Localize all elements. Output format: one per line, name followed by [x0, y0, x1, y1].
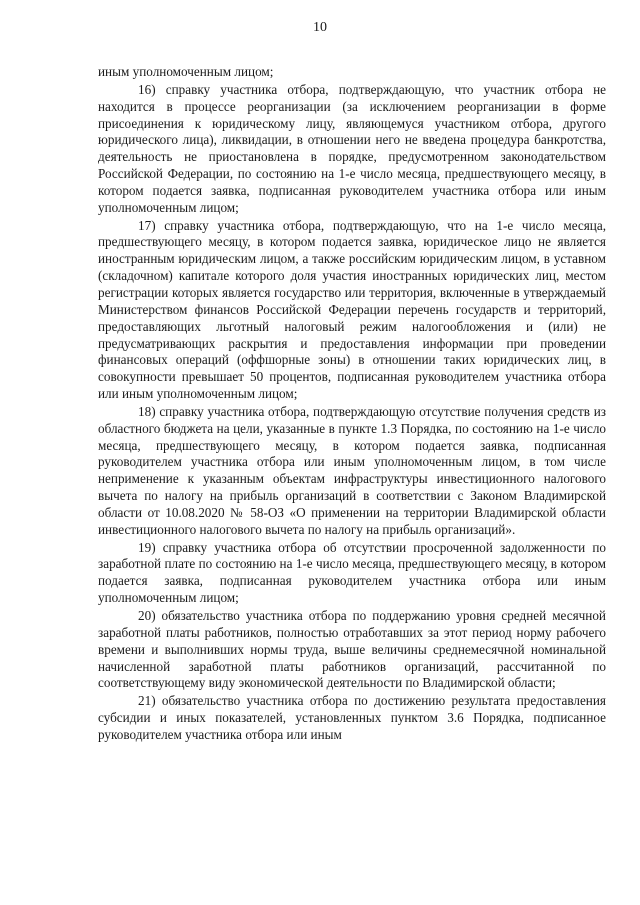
paragraph-item-16: 16) справку участника отбора, подтверждающую, что участник отбора не находится в процессе реорганизации (за исключением реорганизации в форме присоединения к юридическому лицу, являющемуся участником отбора, другого юридического лица), ликвидации, в отношении него не введена процедура банкротства, деятельность не приостановлена в порядке, предусмотренном законодательством Российской Федерации, по состоянию на 1-е число месяца, предшествующего месяцу, в котором подается заявка, подписанная руководителем участника отбора или иным уполномоченным лицом;: [98, 81, 606, 215]
paragraph-item-20: 20) обязательство участника отбора по поддержанию уровня средней месячной заработной платы работников, полностью отработавших за этот период норму рабочего времени и выполнивших нормы труда, выше величины среднемесячной номинальной начисленной заработной платы работников организаций, рассчитанной по соответствующему виду экономической деятельности по Владимирской области;: [98, 608, 606, 691]
paragraph-item-19: 19) справку участника отбора об отсутствии просроченной задолженности по заработной плате по состоянию на 1-е число месяца, предшествующего месяцу, в котором подается заявка, подписанная руководителем участника отбора или иным уполномоченным лицом;: [98, 539, 606, 606]
paragraph-continuation: иным уполномоченным лицом;: [98, 64, 274, 79]
paragraph-item-18: 18) справку участника отбора, подтверждающую отсутствие получения средств из областного бюджета на цели, указанные в пункте 1.3 Порядка, по состоянию на 1-е число месяца, предшествующего месяцу, в котором подается заявка, подписанная руководителем участника отбора или иным уполномоченным лицом, в том числе неприменение к указанным объектам инфраструктуры инвестиционного налогового вычета по налогу на прибыль организаций в соответствии с Законом Владимирской области от 10.08.2020 № 58-ОЗ «О применении на территории Владимирской области инвестиционного налогового вычета по налогу на прибыль организаций».: [98, 403, 606, 537]
paragraph-item-17: 17) справку участника отбора, подтверждающую, что на 1-е число месяца, предшествующего месяцу, в котором подается заявка, юридическое лицо не является иностранным юридическим лицом, а также российским юридическим лицом, в уставном (складочном) капитале которого доля участия иностранных юридических лиц, местом регистрации которых является государство или территория, включенные в утверждаемый Министерством финансов Российской Федерации перечень государств и территорий, предоставляющих льготный налоговый режим налогообложения и (или) не предусматривающих раскрытия и предоставления информации при проведении финансовых операций (оффшорные зоны) в отношении таких юридических лиц, в совокупности превышает 50 процентов, подписанная руководителем участника отбора или иным уполномоченным лицом;: [98, 217, 606, 402]
paragraph-item-21: 21) обязательство участника отбора по достижению результата предоставления субсидии и иных показателей, установленных пунктом 3.6 Порядка, подписанное руководителем участника отбора или иным: [98, 693, 606, 742]
document-body: [98, 64, 606, 745]
page-number: 10: [313, 20, 327, 35]
